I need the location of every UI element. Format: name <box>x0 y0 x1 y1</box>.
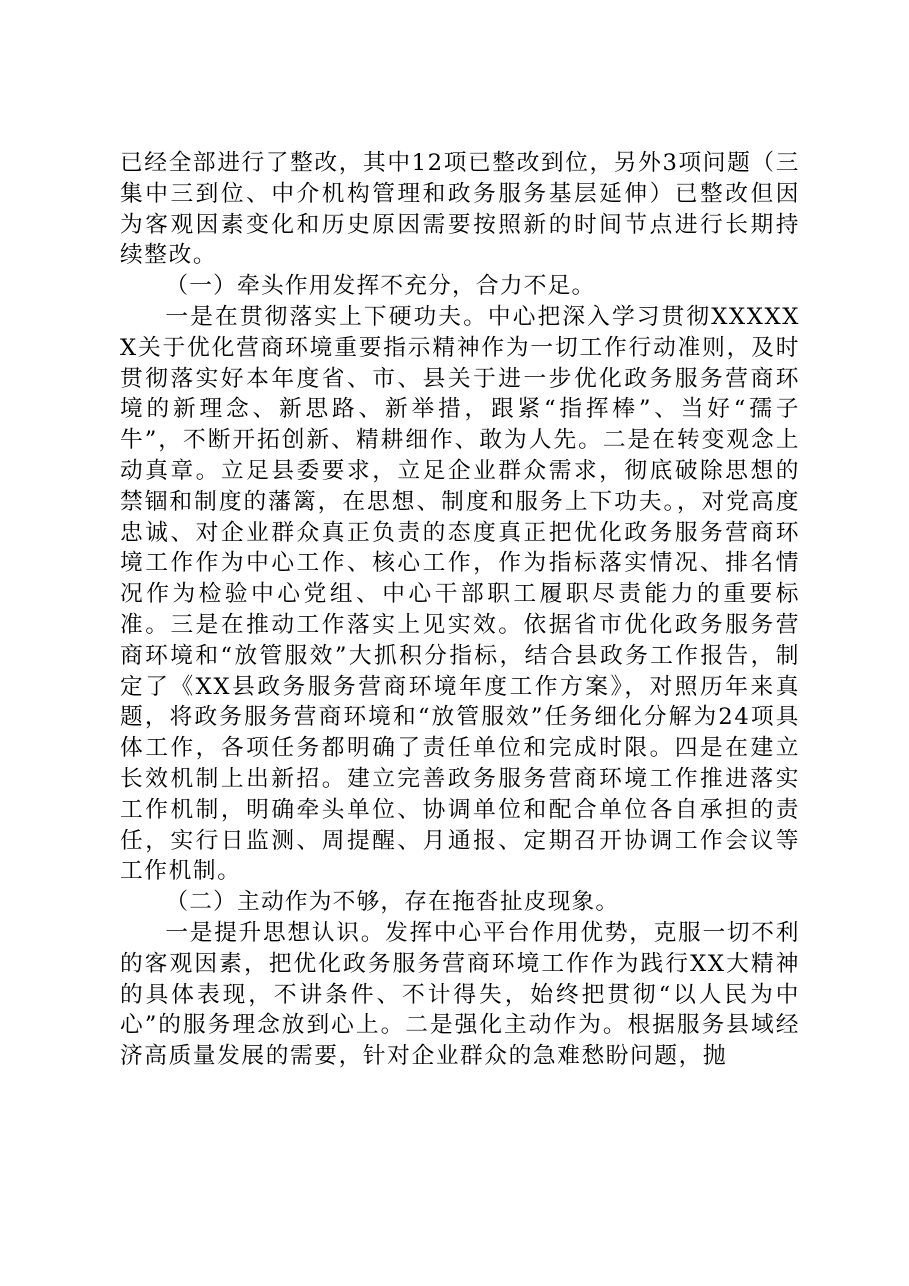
document-page <box>120 148 800 1072</box>
paragraph-section-2-body: 一是提升思想认识。发挥中心平台作用优势，克服一切不利的客观因素，把优化政务服务营商环境工作作为践行XX大精神的具体表现，不讲条件、不计得失，始终把贯彻“以人民为中心”的服务理念放到心上。二是强化主动作为。根据服务县域经济高质量发展的需要，针对企业群众的急难愁盼问题，抛 <box>120 919 800 1070</box>
paragraph-rectification-summary: 已经全部进行了整改，其中12项已整改到位，另外3项问题（三集中三到位、中介机构管理和政务服务基层延伸）已整改但因为客观因素变化和历史原因需要按照新的时间节点进行长期持续整改。 <box>120 150 800 269</box>
paragraph-section-1-body: 一是在贯彻落实上下硬功夫。中心把深入学习贯彻XXXXXX关于优化营商环境重要指示精神作为一切工作行动准则，及时贯彻落实好本年度省、市、县关于进一步优化政务服务营商环境的新理念、新思路、新举措，跟紧“指挥棒”、当好“孺子牛”，不断开拓创新、精耕细作、敢为人先。二是在转变观念上动真章。立足县委要求，立足企业群众需求，彻底破除思想的禁锢和制度的藩篱，在思想、制度和服务上下功夫。，对党高度忠诚、对企业群众真正负责的态度真正把优化政务服务营商环境工作作为中心工作、核心工作，作为指标落实情况、排名情况作为检验中心党组、中心干部职工履职尽责能力的重要标准。三是在推动工作落实上见实效。依据省市优化政务服务营商环境和“放管服效”大抓积分指标，结合县政务工作报告，制定了《XX县政务服务营商环境年度工作方案》，对照历年来真题，将政务服务营商环境和“放管服效”任务细化分解为24项具体工作，各项任务都明确了责任单位和完成时限。四是在建立长效机制上出新招。建立完善政务服务营商环境工作推进落实工作机制，明确牵头单位、协调单位和配合单位各自承担的责任，实行日监测、周提醒、月通报、定期召开协调工作会议等工作机制。 <box>120 303 800 885</box>
section-heading-1: （一）牵头作用发挥不充分，合力不足。 <box>165 273 596 300</box>
section-heading-2: （二）主动作为不够，存在拖沓扯皮现象。 <box>165 889 620 916</box>
